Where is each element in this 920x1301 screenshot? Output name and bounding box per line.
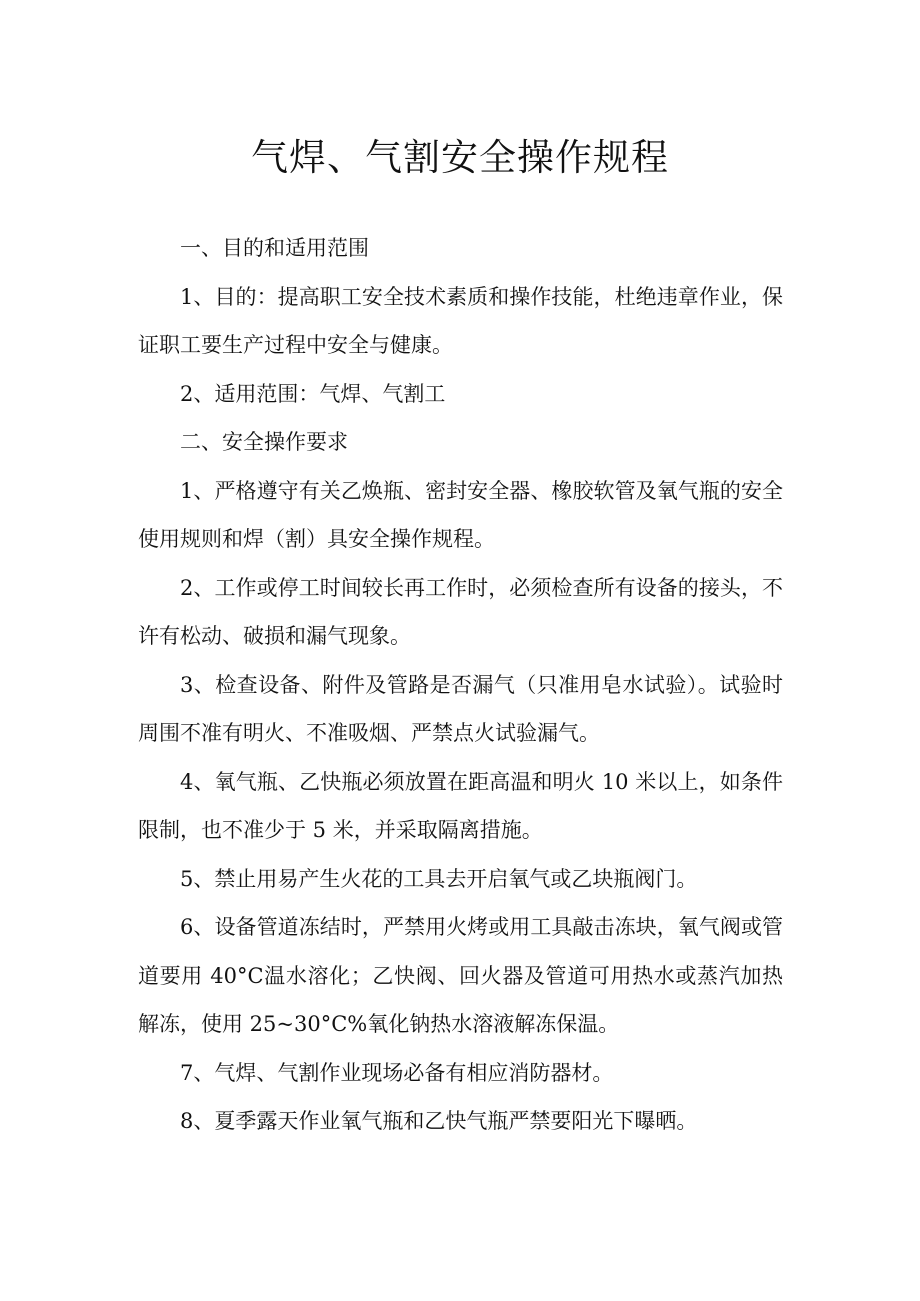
section-heading: 一、目的和适用范围 — [180, 236, 369, 260]
paragraph: 6、设备管道冻结时，严禁用火烤或用工具敲击冻块，氧气阀或管道要用 40°C温水溶化；乙快阀、回火器及管道可用热水或蒸汽加热解冻，使用 25~30°C%氧化钠热水溶液解冻保温。 — [138, 915, 783, 1036]
page-title: 气焊、气割安全操作规程 — [251, 136, 669, 179]
paragraph: 1、目的：提高职工安全技术素质和操作技能，杜绝违章作业，保证职工要生产过程中安全与健康。 — [138, 284, 783, 357]
paragraph: 1、严格遵守有关乙焕瓶、密封安全器、橡胶软管及氧气瓶的安全使用规则和焊（割）具安全操作规程。 — [138, 478, 783, 551]
document-body — [138, 224, 783, 1146]
paragraph: 2、工作或停工时间较长再工作时，必须检查所有设备的接头，不许有松动、破损和漏气现象。 — [138, 575, 783, 648]
paragraph: 7、气焊、气割作业现场必备有相应消防器材。 — [180, 1060, 614, 1085]
paragraph: 5、禁止用易产生火花的工具去开启氧气或乙块瓶阀门。 — [180, 866, 698, 891]
paragraph: 4、氧气瓶、乙快瓶必须放置在距高温和明火 10 米以上，如条件限制，也不准少于 5 米，并采取隔离措施。 — [138, 769, 783, 842]
section-heading: 二、安全操作要求 — [180, 430, 348, 454]
paragraph: 2、适用范围：气焊、气割工 — [180, 381, 446, 406]
paragraph: 3、检查设备、附件及管路是否漏气（只准用皂水试验）。试验时周围不准有明火、不准吸烟、严禁点火试验漏气。 — [138, 672, 783, 745]
paragraph: 8、夏季露天作业氧气瓶和乙快气瓶严禁要阳光下曝晒。 — [180, 1109, 698, 1133]
